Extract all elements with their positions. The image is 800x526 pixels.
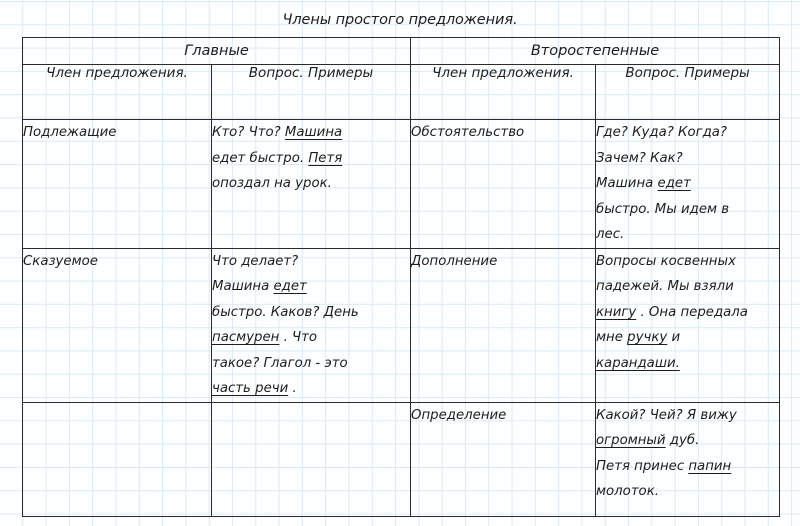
underlined-example-word: часть речи	[212, 381, 289, 396]
main-example-cell	[212, 120, 411, 249]
text-run: мне	[596, 330, 628, 345]
cell-text	[596, 403, 779, 505]
main-term-cell	[23, 402, 212, 516]
text-run: . Что	[279, 330, 318, 345]
main-term-cell: Сказуемое	[23, 248, 212, 402]
main-example-cell	[212, 402, 411, 516]
cell-text	[596, 120, 779, 248]
underlined-example-word: Машина	[284, 125, 343, 140]
column-header-secondary-term: Член предложения.	[411, 65, 596, 120]
text-run: такое? Глагол - это	[212, 355, 348, 371]
cell-text	[596, 249, 779, 377]
underlined-example-word: огромный	[596, 433, 666, 448]
secondary-term-cell: Дополнение	[411, 248, 596, 402]
cell-text-line	[596, 120, 779, 146]
secondary-example-cell	[596, 248, 780, 402]
table-row	[23, 120, 780, 249]
cell-text-line	[596, 428, 779, 454]
text-run: Машина	[596, 176, 658, 191]
underlined-example-word: пасмурен	[212, 330, 280, 345]
main-example-cell	[212, 248, 411, 402]
column-header-main-term: Член предложения.	[23, 65, 212, 120]
underlined-example-word: едет	[273, 279, 307, 294]
table-column-header-row	[23, 65, 780, 120]
cell-text-line	[212, 300, 410, 326]
text-run: и	[667, 330, 681, 345]
underlined-example-word: ручку	[627, 330, 668, 345]
cell-text	[212, 120, 410, 197]
group-header-secondary: Второстепенные	[411, 38, 780, 65]
group-header-main: Главные	[23, 38, 411, 65]
cell-text-line	[596, 454, 779, 480]
cell-text-line	[596, 403, 779, 429]
cell-text-line	[596, 325, 779, 351]
text-run: Машина	[212, 279, 274, 294]
table-row	[23, 248, 780, 402]
table-body	[23, 120, 780, 517]
cell-text-line	[212, 146, 410, 172]
text-run: молоток.	[596, 484, 659, 499]
text-run: . Она передала	[636, 304, 748, 320]
text-run: лес.	[596, 227, 625, 242]
cell-text-line	[212, 351, 410, 377]
underlined-example-word: Петя	[308, 150, 343, 166]
cell-text-line	[212, 325, 410, 351]
cell-text-line	[596, 171, 779, 197]
text-run: едет быстро.	[212, 150, 309, 166]
text-run: Зачем? Как?	[596, 150, 683, 166]
text-run: .	[288, 381, 297, 396]
text-run: опоздал на урок.	[212, 176, 332, 191]
cell-text-line	[596, 249, 779, 275]
text-run: падежей. Мы взяли	[596, 279, 734, 294]
underlined-example-word: карандаши.	[596, 355, 680, 371]
cell-text-line	[596, 146, 779, 172]
cell-text-line	[212, 171, 410, 197]
cell-text	[212, 249, 410, 402]
cell-text-line	[596, 300, 779, 326]
cell-text-line	[212, 120, 410, 146]
cell-text-line	[596, 197, 779, 223]
cell-text-line	[596, 274, 779, 300]
table-group-header-row	[23, 38, 780, 65]
text-run: Кто? Что?	[212, 125, 285, 140]
underlined-example-word: едет	[657, 176, 691, 191]
text-run: быстро. Мы идем в	[596, 201, 730, 217]
text-run: Вопросы косвенных	[596, 253, 736, 269]
cell-text-line	[596, 351, 779, 377]
text-run: Где? Куда? Когда?	[596, 125, 727, 140]
text-run: быстро. Каков? День	[212, 304, 359, 320]
text-run: Петя принес	[596, 458, 689, 474]
secondary-example-cell	[596, 120, 780, 249]
main-term-cell: Подлежащие	[23, 120, 212, 249]
secondary-term-cell: Обстоятельство	[411, 120, 596, 249]
column-header-secondary-example: Вопрос. Примеры	[596, 65, 780, 120]
underlined-example-word: папин	[688, 458, 732, 474]
cell-text-line	[212, 274, 410, 300]
cell-text-line	[596, 479, 779, 505]
secondary-term-cell: Определение	[411, 402, 596, 516]
cell-text-line	[596, 222, 779, 248]
sentence-parts-table	[22, 37, 780, 517]
table-row	[23, 402, 780, 516]
page-title: Члены простого предложения.	[282, 12, 518, 28]
text-run: Что делает?	[212, 253, 299, 269]
secondary-example-cell	[596, 402, 780, 516]
column-header-main-example: Вопрос. Примеры	[212, 65, 411, 120]
cell-text-line	[212, 376, 410, 402]
text-run: Какой? Чей? Я вижу	[596, 407, 737, 423]
underlined-example-word: книгу	[596, 304, 637, 320]
text-run: дуб.	[665, 433, 700, 448]
cell-text-line	[212, 249, 410, 275]
